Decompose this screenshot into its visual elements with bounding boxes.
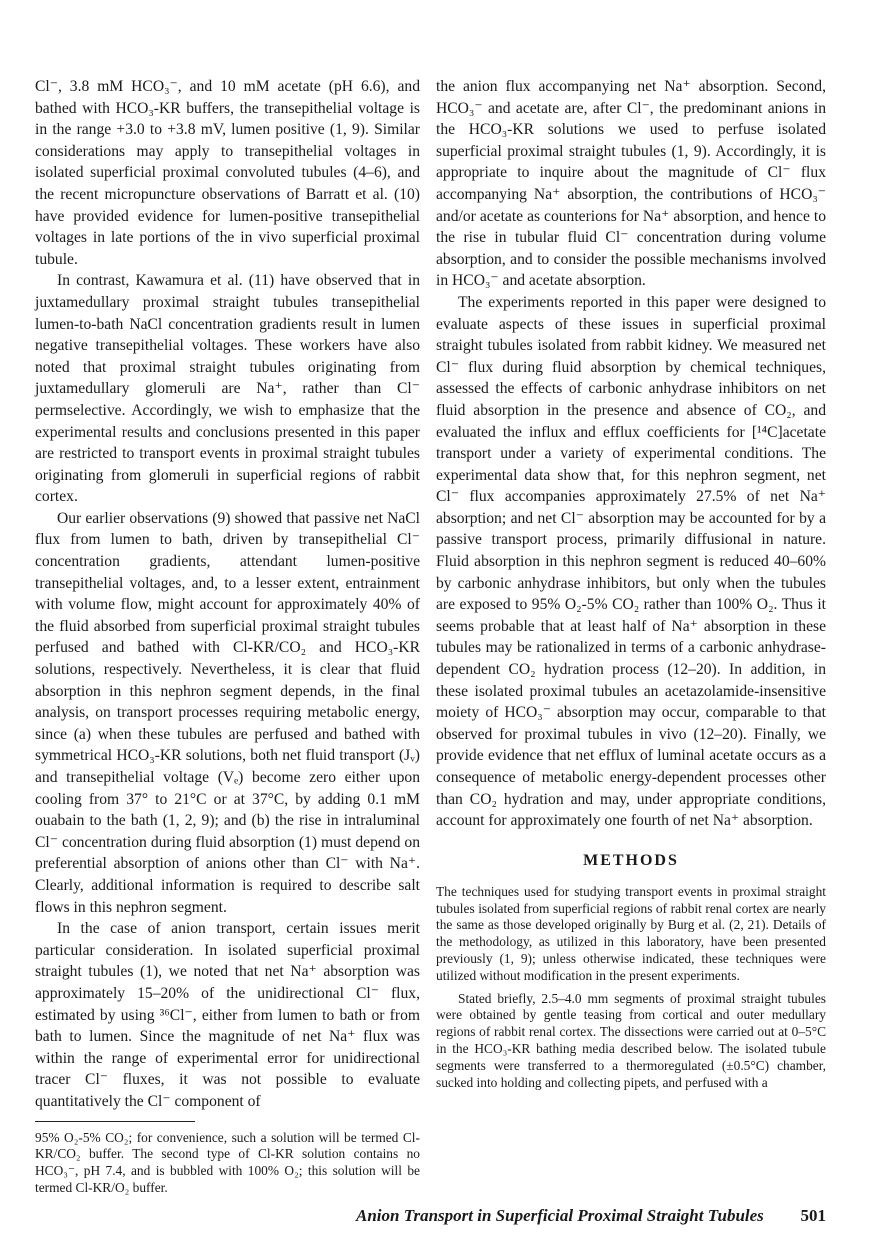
section-heading-methods: METHODS (583, 851, 679, 869)
footnote-divider (35, 1121, 195, 1122)
methods-paragraph: The techniques used for studying transport events in proximal straight tubules isolated from superficial regions of rabbit renal cortex are nearly the same as those developed originally by Burg et al. (2, 21). Details of the methodology, as utilized in this laboratory, have been presented previously (1, 9); unless otherwise indicated, these techniques were utilized without modification in the present experiments. (436, 883, 826, 983)
left-column (35, 76, 420, 1197)
body-paragraph: In contrast, Kawamura et al. (11) have observed that in juxtamedullary proximal straight tubules transepithelial lumen-to-bath NaCl concentration gradients result in lumen negative transepithelial voltages. These workers have also noted that proximal straight tubules originating from juxtamedullary glomeruli are Na⁺, rather than Cl⁻ permselective. Accordingly, we wish to emphasize that the experimental results and conclusions presented in this paper are restricted to transport events in proximal straight tubules originating from glomeruli in superficial regions of rabbit cortex. (35, 272, 420, 506)
body-paragraph: The experiments reported in this paper were designed to evaluate aspects of these issues in superficial proximal straight tubules isolated from rabbit kidney. We measured net Cl⁻ flux during fluid absorption by chemical techniques, assessed the effects of carbonic anhydrase inhibitors on net fluid absorption in the presence and absence of CO₂, and evaluated the influx and efflux coefficients for [¹⁴C]acetate transport under a variety of experimental conditions. The experimental data show that, for this nephron segment, net Cl⁻ flux accompanies approximately 27.5% of net Na⁺ absorption; and net Cl⁻ absorption may be accounted for by a passive transport process, primarily diffusional in nature. Fluid absorption in this nephron segment is reduced 40–60% by carbonic anhydrase inhibitors, but only when the tubules are exposed to 95% O₂-5% CO₂ rather than 100% O₂. Thus it seems probable that at least half of Na⁺ absorption in these tubules may be rationalized in terms of a carbonic anhydrase-dependent CO₂ hydration process (12–20). In addition, in these isolated proximal tubules an acetazolamide-insensitive moiety of HCO₃⁻ absorption may occur, comparable to that observed for proximal tubules in vivo (12–20). Finally, we provide evidence that net efflux of luminal acetate occurs as a consequence of metabolic energy-dependent processes other than CO₂ hydration and may, under appropriate conditions, account for approximately one fourth of net Na⁺ absorption. (436, 293, 826, 830)
body-paragraph: Our earlier observations (9) showed that passive net NaCl flux from lumen to bath, driven by transepithelial Cl⁻ concentration gradients, attendant lumen-positive transepithelial voltages, and, to a lesser extent, entrainment with volume flow, might account for approximately 40% of the fluid absorbed from superficial proximal straight tubules perfused and bathed with Cl-KR/CO₂ and HCO₃-KR solutions, respectively. Nevertheless, it is clear that fluid absorption in this nephron segment depends, in the final analysis, on transport processes requiring metabolic energy, since (a) when these tubules are perfused and bathed with symmetrical HCO₃-KR solutions, both net fluid transport (Jᵥ) and transepithelial voltage (Vₑ) become zero either upon cooling from 37° to 21°C or at 37°C, by adding 0.1 mM ouabain to the bath (1, 2, 9); and (b) the rise in intraluminal Cl⁻ concentration during fluid absorption (1) must depend on preferential absorption of anions other than Cl⁻ with Na⁺. Clearly, additional information is required to describe salt flows in this nephron segment. (35, 509, 420, 916)
running-title: Anion Transport in Superficial Proximal Straight Tubules (356, 1206, 764, 1225)
methods-paragraph: Stated briefly, 2.5–4.0 mm segments of proximal straight tubules were obtained by gentle teasing from cortical and outer medullary regions of rabbit renal cortex. The dissections were carried out at 0–5°C in the HCO₃-KR bathing media described below. The isolated tubule segments were transferred to a thermoregulated (±0.5°C) chamber, sucked into holding and collecting pipets, and perfused with a (436, 990, 826, 1090)
page-number: 501 (800, 1206, 826, 1225)
body-paragraph: In the case of anion transport, certain issues merit particular consideration. In isolated superficial proximal straight tubules (1), we noted that net Na⁺ absorption was approximately 15–20% of the unidirectional Cl⁻ flux, estimated by using ³⁶Cl⁻, either from lumen to bath or from bath to lumen. Since the magnitude of net Na⁺ flux was within the range of experimental error for unidirectional tracer Cl⁻ fluxes, it was not possible to evaluate quantitatively the Cl⁻ component of (35, 920, 420, 1110)
footnote: 95% O₂-5% CO₂; for convenience, such a solution will be termed Cl-KR/CO₂ buffer. The second type of Cl-KR solution contains no HCO₃⁻, pH 7.4, and is bubbled with 100% O₂; this solution will be termed Cl-KR/O₂ buffer. (35, 1129, 420, 1195)
page-footer (356, 1206, 826, 1226)
body-paragraph: Cl⁻, 3.8 mM HCO₃⁻, and 10 mM acetate (pH 6.6), and bathed with HCO₃-KR buffers, the transepithelial voltage is in the range +3.0 to +3.8 mV, lumen positive (1, 9). Similar considerations may apply to transepithelial voltages in isolated superficial proximal convoluted tubules (4–6), and the recent micropuncture observations of Barratt et al. (10) have provided evidence for lumen-positive transepithelial voltages in late portions of the in vivo superficial proximal tubule. (35, 78, 420, 268)
body-paragraph: the anion flux accompanying net Na⁺ absorption. Second, HCO₃⁻ and acetate are, after Cl⁻, the predominant anions in the HCO₃-KR solutions we used to perfuse isolated superficial proximal straight tubules (1, 9). Accordingly, it is appropriate to inquire about the magnitude of Cl⁻ flux accompanying Na⁺ absorption, the contributions of HCO₃⁻ and/or acetate as counterions for Na⁺ absorption, and hence to the rise in tubular fluid Cl⁻ concentration during volume absorption, and to consider the possible mechanisms involved in HCO₃⁻ and acetate absorption. (436, 78, 826, 290)
right-column (436, 76, 826, 1091)
